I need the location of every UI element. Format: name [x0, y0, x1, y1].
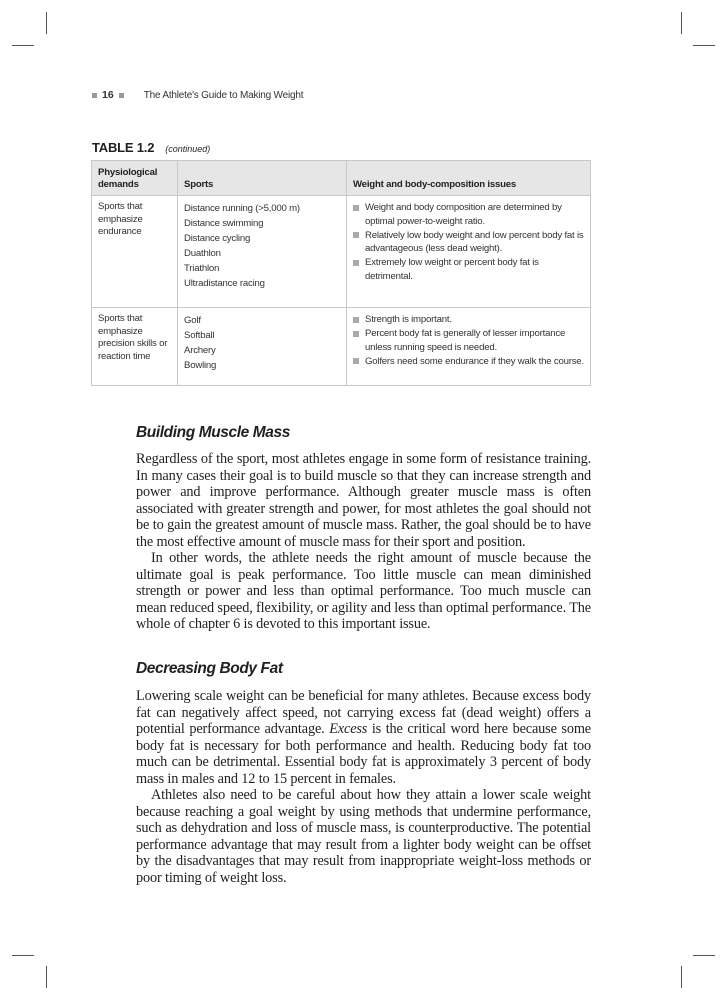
- square-bullet-icon: [353, 358, 359, 364]
- issues-cell: [347, 196, 591, 308]
- section-body: [136, 688, 591, 886]
- column-header: Sports: [178, 161, 347, 196]
- demand-cell: Sports that emphasize precision skills or reaction time: [92, 308, 178, 386]
- crop-mark: [693, 45, 715, 46]
- section-building-muscle: [136, 424, 591, 442]
- sport-item: Softball: [184, 330, 215, 341]
- sport-item: Bowling: [184, 360, 217, 371]
- sports-cell: [178, 308, 347, 386]
- column-header: Weight and body-composition issues: [347, 161, 591, 196]
- issue-item: Weight and body composition are determined by optimal power-to-weight ratio.: [353, 201, 584, 228]
- crop-mark: [681, 12, 682, 34]
- table-header-row: [92, 161, 591, 196]
- square-bullet-icon: [353, 317, 359, 323]
- sport-item: Archery: [184, 345, 216, 356]
- section-body: [136, 451, 591, 633]
- paragraph: Athletes also need to be careful about how they attain a lower scale weight because reaching a goal weight by using methods that undermine performance, such as dehydration and loss of muscle mass, is counterproductive. The potential performance advantage that may result from a lighter body weight can be offset by the disadvantages that may result from inappropriate weight-loss methods or poor timing of weight loss.: [136, 787, 591, 886]
- issue-item: Extremely low weight or percent body fat is detrimental.: [353, 256, 584, 283]
- running-head: [92, 89, 303, 101]
- square-bullet-icon: [119, 93, 124, 98]
- sport-item: Ultradistance racing: [184, 278, 265, 289]
- section-heading: Building Muscle Mass: [136, 424, 290, 441]
- issue-item: Golfers need some endurance if they walk the course.: [353, 355, 584, 369]
- square-bullet-icon: [353, 260, 359, 266]
- table-label: TABLE 1.2: [92, 140, 155, 155]
- issue-item: Relatively low body weight and low percent body fat is advantageous (less dead weight).: [353, 229, 584, 256]
- crop-mark: [46, 966, 47, 988]
- issue-item: Strength is important.: [353, 313, 584, 327]
- crop-mark: [46, 12, 47, 34]
- sport-item: Golf: [184, 315, 201, 326]
- table-row: [92, 308, 591, 386]
- book-title: The Athlete's Guide to Making Weight: [143, 89, 304, 101]
- column-header: Physiological demands: [92, 161, 178, 196]
- table-caption: [92, 140, 210, 155]
- paragraph: In other words, the athlete needs the right amount of muscle because the ultimate goal is peak performance. Too little muscle can mean diminished strength or power and less than optimal performance. Too much muscle can mean reduced speed, flexibility, or agility and less than optimal performance. The whole of chapter 6 is devoted to this important issue.: [136, 550, 591, 632]
- square-bullet-icon: [353, 205, 359, 211]
- sport-item: Distance cycling: [184, 233, 251, 244]
- sport-item: Distance swimming: [184, 218, 264, 229]
- section-decreasing-fat: [136, 660, 591, 678]
- emphasis-word: Excess: [329, 721, 368, 737]
- paragraph: Regardless of the sport, most athletes engage in some form of resistance training. In many cases their goal is to build muscle so that they can increase strength and power and improve performance. Although greater muscle mass is often associated with greater strength and power, for most athletes the goal should not be to gain the greatest amount of muscle mass. Rather, the goal should be to have the most effective amount of muscle mass for their sport and position.: [136, 451, 591, 550]
- sport-item: Distance running (>5,000 m): [184, 203, 300, 214]
- crop-mark: [681, 966, 682, 988]
- section-heading: Decreasing Body Fat: [136, 660, 283, 677]
- issue-item: Percent body fat is generally of lesser importance unless running speed is needed.: [353, 327, 584, 354]
- crop-mark: [12, 45, 34, 46]
- square-bullet-icon: [92, 93, 97, 98]
- sport-item: Triathlon: [184, 263, 220, 274]
- demand-cell: Sports that emphasize endurance: [92, 196, 178, 308]
- crop-mark: [12, 955, 34, 956]
- issues-cell: [347, 308, 591, 386]
- paragraph: Lowering scale weight can be beneficial for many athletes. Because excess body fat can negatively affect speed, not carrying excess fat (dead weight) offers a potential performance advantage. Excess is the critical word here because some body fat is necessary for both performance and health. Reducing body fat too much can be detrimental. Essential body fat is approximately 3 percent of body mass in males and 12 to 15 percent in females.: [136, 688, 592, 787]
- square-bullet-icon: [353, 331, 359, 337]
- data-table: [91, 160, 591, 386]
- crop-mark: [693, 955, 715, 956]
- page-number: 16: [102, 89, 114, 101]
- sport-item: Duathlon: [184, 248, 221, 259]
- table-continued-note: (continued): [165, 144, 211, 154]
- table-row: [92, 196, 591, 308]
- square-bullet-icon: [353, 232, 359, 238]
- sports-cell: [178, 196, 347, 308]
